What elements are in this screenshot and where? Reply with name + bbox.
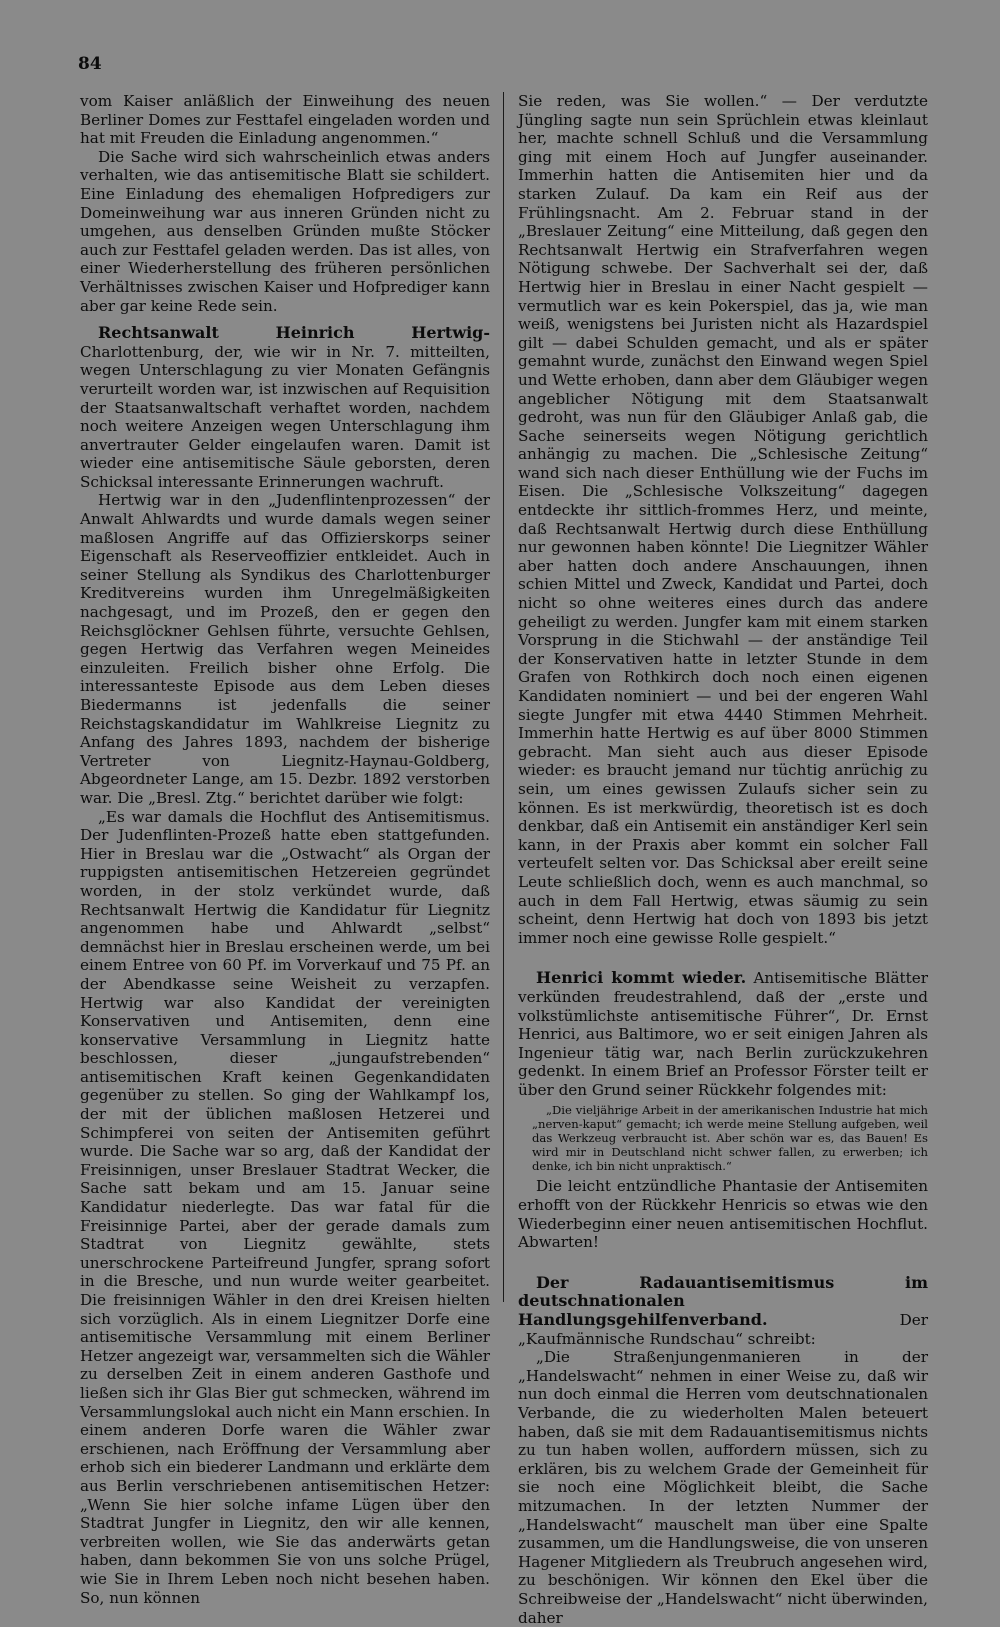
column-divider — [503, 92, 504, 1302]
paragraph: Sie reden, was Sie wollen.“ — Der verdutzte Jüngling sagte nun sein Sprüchlein etwas kleinlaut her, machte schnell Schluß und die Versammlung ging mit einem Hoch auf Jungfer auseinander. Immerhin hatten die Antisemiten hier und da starken Zulauf. Da kam ein Reif aus der Frühlingsnacht. Am 2. Februar stand in der „Breslauer Zeitung“ eine Mitteilung, daß gegen den Rechtsanwalt Hertwig ein Strafverfahren wegen Nötigung schwebe. Der Sachverhalt sei der, daß Hertwig hier in Breslau in einer Nacht gespielt — vermutlich war es kein Pokerspiel, das ja, wie man weiß, wenigstens bei Juristen nicht als Hazardspiel gilt — dabei Schulden gemacht, und als er später gemahnt wurde, zunächst den Einwand wegen Spiel und Wette erhoben, dann aber dem Gläubiger wegen angeblicher Nötigung mit dem Staatsanwalt gedroht, was nun für den Gläubiger Anlaß gab, die Sache seinerseits wegen Nötigung gerichtlich anhängig zu machen. Die „Schlesische Zeitung“ wand sich nach dieser Enthüllung wie der Fuchs im Eisen. Die „Schlesische Volkszeitung“ dagegen entdeckte ihr sittlich-frommes Herz, und meinte, daß Rechtsanwalt Hertwig durch diese Enthüllung nur gewonnen haben könnte! Die Liegnitzer Wähler aber hatten doch andere Anschauungen, ihnen schien Mittel und Zweck, Kandidat und Partei, doch nicht so ohne weiteres eines durch das andere geheiligt zu werden. Jungfer kam mit einem starken Vorsprung in die Stichwahl — der anständige Teil der Konservativen hatte in letzter Stunde in dem Grafen von Rothkirch doch noch einen eigenen Kandidaten nominiert — und bei der engeren Wahl siegte Jungfer mit etwa 4440 Stimmen Mehrheit. Immerhin hatte Hertwig es auf über 8000 Stimmen gebracht. Man sieht auch aus dieser Episode wieder: es braucht jemand nur tüchtig anrüchig zu sein, um eines gewissen Zulaufs sicher sein zu können. Es ist merkwürdig, theoretisch ist es doch denkbar, daß ein Antisemit ein anständiger Kerl sein kann, in der Praxis aber kommt ein solcher Fall verteufelt selten vor. Das Schicksal aber ereilt seine Leute schließlich doch, wenn es auch manchmal, so auch in dem Fall Hertwig, etwas säumig zu sein scheint, denn Hertwig hat doch von 1893 bis jetzt immer noch eine gewisse Rolle gespielt.“ — [518, 92, 928, 947]
quoted-paragraph: „Es war damals die Hochflut des Antisemitismus. Der Judenflinten-Prozeß hatte eben stattgefunden. Hier in Breslau war die „Ostwacht“ als Organ der ruppigsten antisemitischen Hetzereien gegründet worden, in der stolz verkündet wurde, daß Rechtsanwalt Hertwig die Kandidatur für Liegnitz angenommen habe und Ahlwardt „selbst“ demnächst hier in Breslau erscheinen werde, um bei einem Entree von 60 Pf. im Vorverkauf und 75 Pf. an der Abendkasse seine Weisheit zu verzapfen. Hertwig war also Kandidat der vereinigten Konservativen und Antisemiten, denn eine konservative Versammlung in Liegnitz hatte beschlossen, dieser „jungaufstrebenden“ antisemitischen Kraft keinen Gegenkandidaten gegenüber zu stellen. So ging der Wahlkampf los, der mit der üblichen maßlosen Hetzerei und Schimpferei von seiten der Antisemiten geführt wurde. Die Sache war so arg, daß der Kandidat der Freisinnigen, unser Breslauer Stadtrat Wecker, die Sache satt bekam und am 15. Januar seine Kandidatur niederlegte. Das war fatal für die Freisinnige Partei, aber der gerade damals zum Stadtrat von Liegnitz gewählte, stets unerschrockene Parteifreund Jungfer, sprang sofort in die Bresche, und nun wurde weiter gearbeitet. Die freisinnigen Wähler in den drei Kreisen hielten sich vorzüglich. Als in einem Liegnitzer Dorfe eine antisemitische Versammlung mit einem Berliner Hetzer angezeigt war, versammelten sich die Wähler zu derselben Zeit in einem anderen Gasthofe und ließen sich ihr Glas Bier gut schmecken, während im Versammlungslokal auch nicht ein Mann erschien. In einem anderen Dorfe waren die Wähler zwar erschienen, nach Eröffnung der Versammlung aber erhob sich ein biederer Landmann und erklärte dem aus Berlin verschriebenen antisemitischen Hetzer: „Wenn Sie hier solche infame Lügen über den Stadtrat Jungfer in Liegnitz, den wir alle kennen, verbreiten wollen, wie Sie das anderwärts getan haben, dann bekommen Sie von uns solche Prügel, wie Sie in Ihrem Leben noch nicht besehen haben. So, nun können — [80, 807, 491, 1607]
article-heading: Der Radauantisemitismus im deutschnationalen Handlungsgehilfenverband. — [518, 1272, 928, 1330]
right-column — [518, 92, 928, 1627]
quoted-paragraph: „Die Straßenjungenmanieren in der „Handelswacht“ nehmen in einer Weise zu, daß wir nun doch einmal die Herren vom deutschnationalen Verbande, die zu wiederholten Malen beteuert haben, daß sie mit dem Radauantisemitismus nichts zu tun haben wollen, auffordern müssen, sich zu erklären, bis zu welchem Grade der Gemeinheit für sie noch eine Möglichkeit bleibt, die Sache mitzumachen. In der letzten Nummer der „Handelswacht“ mauschelt man über eine Spalte zusammen, um die Handlungsweise, die von unseren Hagener Mitgliedern als Treubruch angesehen wird, zu beschönigen. Wir können den Ekel über die Schreibweise der „Handelswacht“ nicht überwinden, daher — [518, 1348, 928, 1627]
paragraph: Hertwig war in den „Judenflintenprozessen“ der Anwalt Ahlwardts und wurde damals wegen seiner maßlosen Angriffe auf das Offizierskorps seiner Eigenschaft als Reserveoffizier entkleidet. Auch in seiner Stellung als Syndikus des Charlottenburger Kreditvereins wurden ihm Unregelmäßigkeiten nachgesagt, und im Prozeß, den er gegen den Reichsglöckner Gehlsen führte, versuchte Gehlsen, gegen Hertwig das Verfahren wegen Meineides einzuleiten. Freilich bisher ohne Erfolg. Die interessanteste Episode aus dem Leben dieses Biedermanns ist jedenfalls die seiner Reichstagskandidatur im Wahlkreise Liegnitz zu Anfang des Jahres 1893, nachdem der bisherige Vertreter von Liegnitz-Haynau-Goldberg, Abgeordneter Lange, am 15. Dezbr. 1892 verstorben war. Die „Bresl. Ztg.“ berichtet darüber wie folgt: — [80, 491, 490, 807]
left-column — [80, 92, 490, 1607]
article-heading: Henrici kommt wieder. — [536, 968, 747, 988]
article-paragraph — [80, 324, 490, 491]
article-heading: Rechtsanwalt Heinrich Hertwig- — [98, 323, 490, 343]
article-text: Antisemitische Blätter verkünden freudestrahlend, daß der „erste und volkstümlichste antisemitische Führer“, Dr. Ernst Henrici, aus Baltimore, wo er seit einigen Jahren als Ingenieur tätig war, nach Berlin zurückzukehren gedenkt. In einem Brief an Professor Förster teilt er über den Grund seiner Rückkehr folgendes mit: — [518, 969, 928, 1099]
article-paragraph — [518, 1274, 928, 1348]
paragraph: Die leicht entzündliche Phantasie der Antisemiten erhofft von der Rückkehr Henricis so etwas wie den Wiederbeginn einer neuen antisemitischen Hochflut. Abwarten! — [518, 1177, 928, 1252]
article-paragraph — [518, 969, 928, 1099]
page-number: 84 — [78, 54, 102, 74]
paragraph: Die Sache wird sich wahrscheinlich etwas anders verhalten, wie das antisemitische Blatt sie schildert. Eine Einladung des ehemaligen Hofpredigers zur Domeinweihung war aus inneren Gründen nicht zu umgehen, aus denselben Gründen mußte Stöcker auch zur Festtafel geladen werden. Das ist alles, von einer Wiederherstellung des früheren persönlichen Verhältnisses zwischen Kaiser und Hofprediger kann aber gar keine Rede sein. — [80, 147, 490, 315]
article-text: Charlottenburg, der, wie wir in Nr. 7. mitteilten, wegen Unterschlagung zu vier Monaten Gefängnis verurteilt worden war, ist inzwischen auf Requisition der Staatsanwaltschaft verhaftet worden, nachdem noch weitere Anzeigen wegen Unterschlagung ihm anvertrauter Gelder eingelaufen waren. Damit ist wieder eine antisemitische Säule geborsten, deren Schicksal interessante Erinnerungen wachruft. — [80, 342, 490, 491]
paragraph: vom Kaiser anläßlich der Einweihung des neuen Berliner Domes zur Festtafel eingeladen worden und hat mit Freuden die Einladung angenommen.“ — [80, 92, 490, 148]
block-quote: „Die vieljährige Arbeit in der amerikanischen Industrie hat mich „nerven-kaput“ gemacht; ich werde meine Stellung aufgeben, weil das Werkzeug verbraucht ist. Aber schön war es, das Bauen! Es wird mir in Deutschland nicht schwer fallen, zu erwerben; ich denke, ich bin nicht unpraktisch.“ — [532, 1103, 928, 1174]
article-text: Der „Kaufmännische Rundschau“ schreibt: — [518, 1311, 928, 1348]
